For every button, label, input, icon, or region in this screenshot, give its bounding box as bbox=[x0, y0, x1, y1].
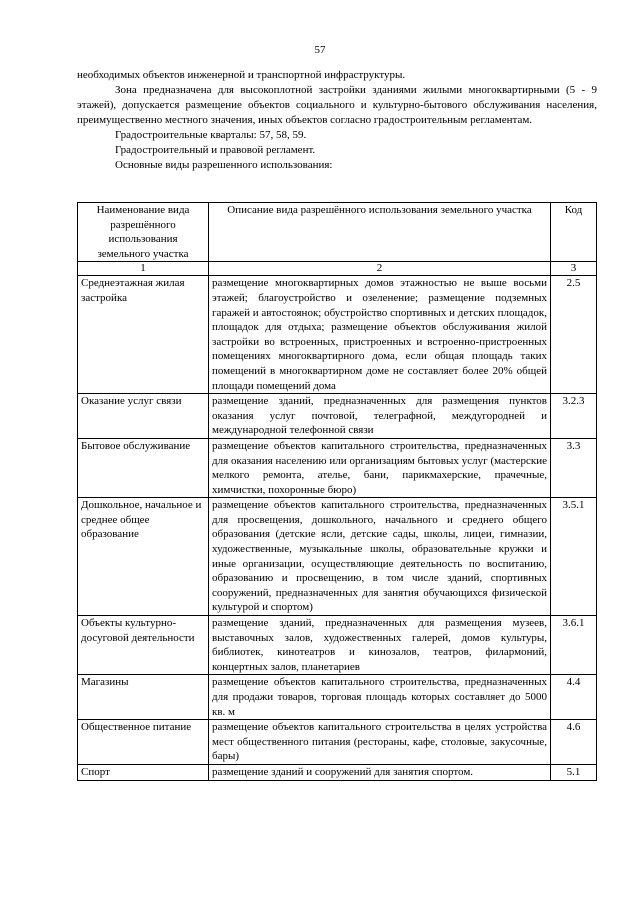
use-code: 5.1 bbox=[551, 764, 597, 780]
use-code: 4.6 bbox=[551, 720, 597, 765]
use-name: Дошкольное, начальное и среднее общее образование bbox=[78, 498, 209, 616]
column-number: 2 bbox=[209, 262, 551, 276]
use-name: Оказание услуг связи bbox=[78, 394, 209, 439]
use-code: 4.4 bbox=[551, 675, 597, 720]
table-row bbox=[78, 675, 597, 720]
header-code: Код bbox=[551, 203, 597, 262]
use-name: Общественное питание bbox=[78, 720, 209, 765]
table-row bbox=[78, 764, 597, 780]
table-row bbox=[78, 394, 597, 439]
column-number: 3 bbox=[551, 262, 597, 276]
use-code: 3.3 bbox=[551, 438, 597, 497]
regulation-line: Градостроительный и правовой регламент. bbox=[115, 144, 316, 156]
table-row bbox=[78, 438, 597, 497]
intro-line: необходимых объектов инженерной и транспортной инфраструктуры. bbox=[77, 69, 406, 81]
table-row bbox=[78, 720, 597, 765]
column-number-row bbox=[78, 262, 597, 276]
use-description: размещение объектов капитального строительства в целях устройства мест общественного питания (рестораны, кафе, столовые, закусочные, бары) bbox=[209, 720, 551, 765]
table-row bbox=[78, 276, 597, 394]
use-description: размещение зданий, предназначенных для размещения музеев, выставочных залов, художественных галерей, домов культуры, библиотек, кинотеатров и кинозалов, театров, филармоний, концертных залов, планетариев bbox=[209, 616, 551, 675]
use-description: размещение зданий, предназначенных для размещения пунктов оказания услуг почтовой, телеграфной, междугородней и международной телефонной связи bbox=[209, 394, 551, 439]
use-description: размещение зданий и сооружений для занятия спортом. bbox=[209, 764, 551, 780]
use-description: размещение объектов капитального строительства, предназначенных для оказания населению или организациям бытовых услуг (мастерские мелкого ремонта, ателье, бани, парикмахерские, прачечные, химчистки, похоронные бюро) bbox=[209, 438, 551, 497]
column-number: 1 bbox=[78, 262, 209, 276]
table-row bbox=[78, 616, 597, 675]
use-code: 3.2.3 bbox=[551, 394, 597, 439]
use-description: размещение многоквартирных домов этажностью не выше восьми этажей; благоустройство и озеленение; размещение подземных гаражей и автостоянок; обустройство спортивных и детских площадок, площадок для отдыха; размещение объектов обслуживания жилой застройки во встроенных, пристроенных и встроенно-пристроенных помещениях многоквартирного дома, если общая площадь таких помещений в многоквартирном доме не составляет более 20% общей площади помещений дома bbox=[209, 276, 551, 394]
use-description: размещение объектов капитального строительства, предназначенных для продажи товаров, торговая площадь которых составляет до 5000 кв. м bbox=[209, 675, 551, 720]
use-code: 2.5 bbox=[551, 276, 597, 394]
use-name: Спорт bbox=[78, 764, 209, 780]
use-name: Магазины bbox=[78, 675, 209, 720]
use-name: Среднеэтажная жилая застройка bbox=[78, 276, 209, 394]
use-code: 3.6.1 bbox=[551, 616, 597, 675]
table-header-row bbox=[78, 203, 597, 262]
use-code: 3.5.1 bbox=[551, 498, 597, 616]
header-name: Наименование вида разрешённого использования земельного участка bbox=[78, 203, 209, 262]
use-description: размещение объектов капитального строительства, предназначенных для просвещения, дошкольного, начального и среднего общего образования (детские ясли, детские сады, школы, лицеи, гимназии, художественные, музыкальные школы, образовательные кружки и иные организации, осуществляющие деятельность по воспитанию, образованию и просвещению, в том числе зданий, спортивных сооружений, предназначенных для занятия обучающихся физической культурой и спортом) bbox=[209, 498, 551, 616]
header-description: Описание вида разрешённого использования земельного участка bbox=[209, 203, 551, 262]
page-number: 57 bbox=[314, 44, 326, 56]
quarters-line: Градостроительные кварталы: 57, 58, 59. bbox=[115, 129, 307, 141]
use-name: Объекты культурно-досуговой деятельности bbox=[78, 616, 209, 675]
main-uses-line: Основные виды разрешенного использования: bbox=[115, 159, 333, 171]
permitted-uses-table bbox=[77, 202, 597, 781]
intro-text bbox=[77, 68, 597, 173]
use-name: Бытовое обслуживание bbox=[78, 438, 209, 497]
table-row bbox=[78, 498, 597, 616]
zone-description: Зона предназначена для высокоплотной застройки зданиями жилыми многоквартирными (5 - 9 этажей), допускается размещение объектов социального и культурно-бытового обслуживания населения, преимущественно местного значения, иных объектов согласно градостроительным регламентам. bbox=[77, 84, 597, 126]
